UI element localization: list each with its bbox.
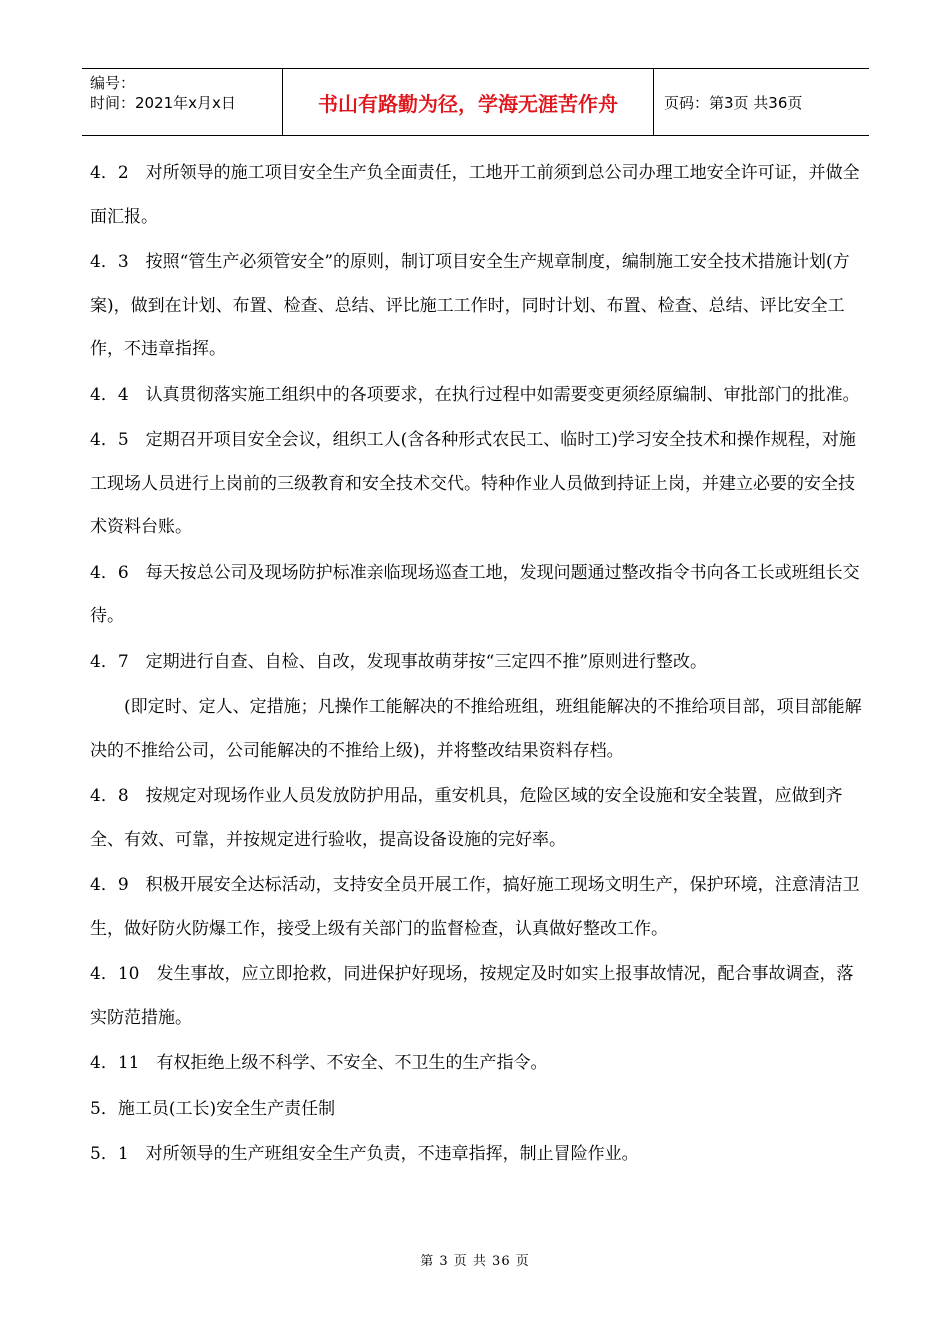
paragraph-4-9: 4．9 积极开展安全达标活动，支持安全员开展工作，搞好施工现场文明生产，保护环境，注意清洁卫生，做好防火防爆工作，接受上级有关部门的监督检查，认真做好整改工作。 (90, 875, 860, 939)
document-number: 编号： (90, 74, 136, 92)
paragraph-4-4: 4．4 认真贯彻落实施工组织中的各项要求，在执行过程中如需要变更须经原编制、审批部门的批准。 (90, 384, 860, 405)
paragraph-4-2: 4．2 对所领导的施工项目安全生产负全面责任，工地开工前须到总公司办理工地安全许可证，并做全面汇报。 (90, 163, 860, 227)
page-footer: 第 3 页 共 36 页 (420, 1254, 530, 1269)
paragraph-4-6: 4．6 每天按总公司及现场防护标准亲临现场巡查工地，发现问题通过整改指令书向各工长或班组长交待。 (90, 562, 860, 626)
paragraph-4-3: 4．3 按照“管生产必须管安全”的原则，制订项目安全生产规章制度，编制施工安全技术措施计划(方案)，做到在计划、布置、检查、总结、评比施工工作时，同时计划、布置、检查、总结、评比安全工作，不违章指挥。 (90, 252, 850, 359)
document-body (90, 152, 870, 1179)
header-meta (82, 69, 282, 135)
paragraph-4-7-note: (即定时、定人、定措施；凡操作工能解决的不推给班组，班组能解决的不推给项目部，项目部能解决的不推给公司，公司能解决的不推给上级)，并将整改结果资料存档。 (90, 697, 862, 761)
document-date: 时间：2021年x月x日 (90, 94, 236, 112)
paragraph-4-8: 4．8 按规定对现场作业人员发放防护用品，重安机具，危险区域的安全设施和安全装置，应做到齐全、有效、可靠，并按规定进行验收，提高设备设施的完好率。 (90, 786, 843, 850)
page-header (82, 68, 869, 136)
section-heading-5: 5．施工员(工长)安全生产责任制 (90, 1098, 336, 1119)
paragraph-5-1: 5．1 对所领导的生产班组安全生产负责，不违章指挥，制止冒险作业。 (90, 1144, 639, 1164)
paragraph-4-7: 4．7 定期进行自查、自检、自改，发现事故萌芽按“三定四不推”原则进行整改。 (90, 651, 708, 672)
header-motto: 书山有路勤为径，学海无涯苦作舟 (282, 69, 654, 135)
paragraph-4-11: 4．11 有权拒绝上级不科学、不安全、不卫生的生产指令。 (90, 1053, 548, 1073)
header-page-number: 页码：第3页 共36页 (664, 93, 803, 112)
paragraph-4-10: 4．10 发生事故，应立即抢救，同进保护好现场，按规定及时如实上报事故情况，配合事故调查，落实防范措施。 (90, 964, 854, 1028)
paragraph-4-5: 4．5 定期召开项目安全会议，组织工人(含各种形式农民工、临时工)学习安全技术和操作规程，对施工现场人员进行上岗前的三级教育和安全技术交代。特种作业人员做到持证上岗，并建立必要的安全技术资料台账。 (90, 430, 856, 537)
